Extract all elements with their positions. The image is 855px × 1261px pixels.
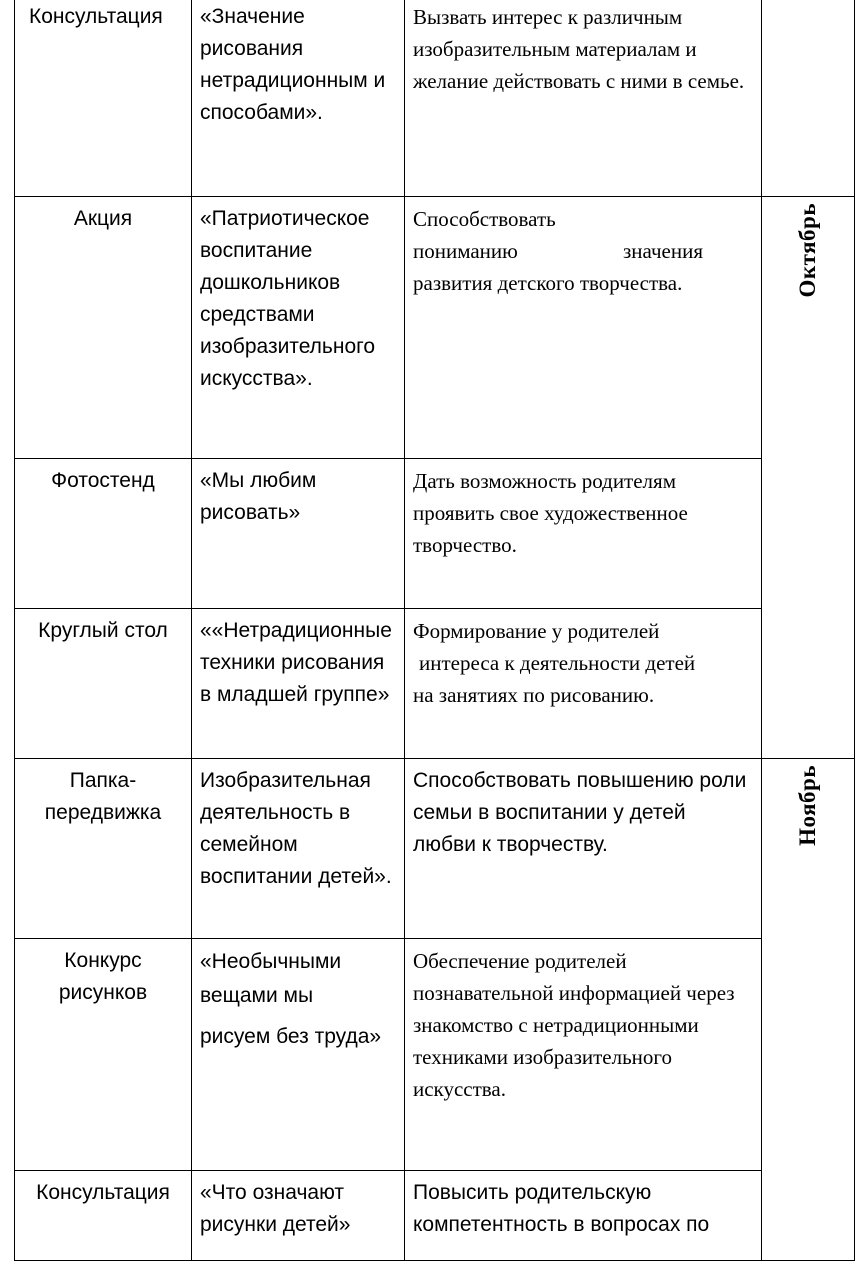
event-form-cell: Акция (15, 197, 192, 459)
event-form-cell: Консультация (15, 1171, 192, 1261)
goal-line: развития детского творчества. (413, 271, 683, 295)
goal-line (413, 235, 753, 267)
event-topic-cell: «Патриотическое воспитание дошкольников средствами изобразительного искусства». (192, 197, 405, 459)
event-goal-cell: Повысить родительскую компетентность в вопросах по (405, 1171, 762, 1261)
goal-line: на занятиях по рисованию. (413, 683, 655, 707)
goal-word: значения (622, 239, 703, 263)
table-row (15, 0, 855, 197)
event-goal-cell: Вызвать интерес к различным изобразительным материалам и желание действовать с ними в семье. (405, 0, 762, 197)
table-row (15, 197, 855, 459)
table-row (15, 459, 855, 609)
event-goal-cell: Дать возможность родителям проявить свое художественное творчество. (405, 459, 762, 609)
event-goal-cell: Способствовать повышению роли семьи в воспитании у детей любви к творчеству. (405, 759, 762, 939)
month-cell-october (762, 197, 855, 759)
event-form-cell: Консультация (15, 0, 192, 197)
topic-line: рисуем без труда» (200, 1025, 382, 1048)
month-cell-empty (762, 0, 855, 197)
event-topic-cell: «Что означают рисунки детей» (192, 1171, 405, 1261)
month-label-november: Ноябрь (795, 765, 820, 846)
event-form-cell: Папка-передвижка (15, 759, 192, 939)
month-cell-november (762, 759, 855, 1261)
event-topic-cell: ««Нетрадиционные техники рисования в младшей группе» (192, 609, 405, 759)
goal-line: Формирование у родителей (413, 619, 660, 643)
event-topic-cell: «Значение рисования нетрадиционным и способами». (192, 0, 405, 197)
event-topic-cell (192, 939, 405, 1171)
month-label-october: Октябрь (795, 203, 820, 298)
event-form-cell: Круглый стол (15, 609, 192, 759)
event-goal-cell (405, 609, 762, 759)
event-form-cell: Фотостенд (15, 459, 192, 609)
table-row (15, 759, 855, 939)
event-topic-cell: «Мы любим рисовать» (192, 459, 405, 609)
event-topic-cell: Изобразительная деятельность в семейном воспитании детей». (192, 759, 405, 939)
event-goal-cell (405, 197, 762, 459)
table-row (15, 609, 855, 759)
topic-line: «Необычными вещами мы (200, 950, 342, 1007)
goal-line: Способствовать (413, 207, 556, 231)
goal-line: интереса к деятельности детей (419, 651, 696, 675)
event-form-cell: Конкурс рисунков (15, 939, 192, 1171)
goal-word: пониманию (413, 239, 518, 263)
events-plan-table (14, 0, 855, 1261)
event-goal-cell: Обеспечение родителей познавательной информацией через знакомство с нетрадиционными техниками изобразительного искусства. (405, 939, 762, 1171)
table-row (15, 939, 855, 1171)
table-row (15, 1171, 855, 1261)
